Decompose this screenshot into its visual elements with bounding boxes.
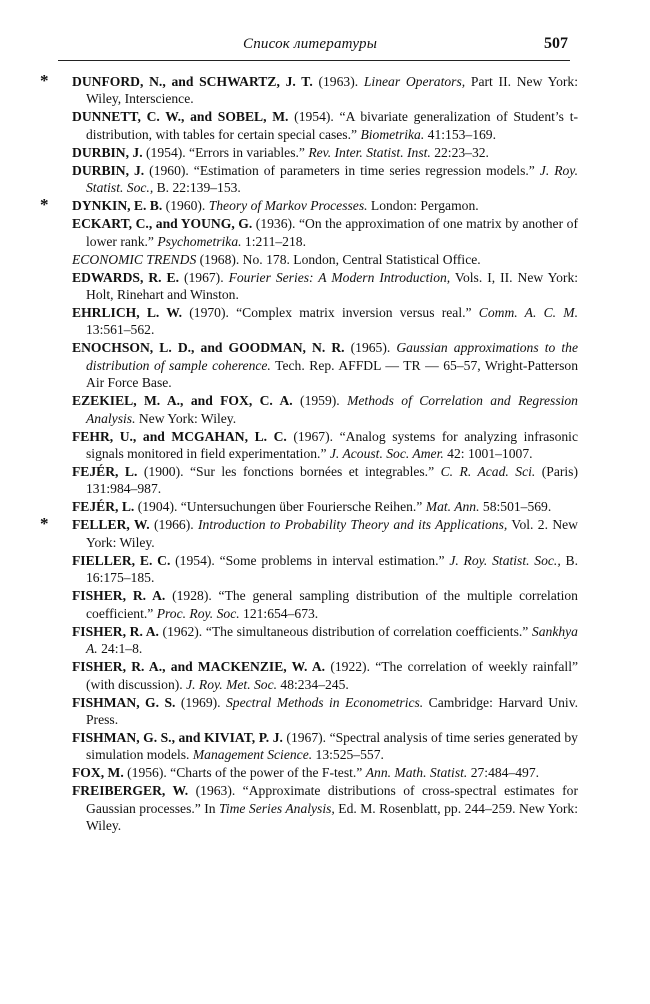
reference-entry [40,144,578,161]
reference-title: Sankhya A. [86,623,578,657]
reference-title: Psychometrika. [157,233,242,249]
asterisk-marker: * [40,514,49,534]
reference-title: J. Roy. Statist. Soc., [449,552,561,568]
reference-entry [40,73,578,108]
reference-author: DUNFORD, N., and SCHWARTZ, J. T. [72,74,313,89]
reference-entry [40,587,578,622]
reference-text: (1967). [179,269,229,285]
reference-entry [40,269,578,304]
reference-entry [40,764,578,781]
reference-author: EZEKIEL, M. A., and FOX, C. A. [72,393,293,409]
reference-title: Spectral Methods in Econometrics. [226,694,424,710]
reference-details: 27:484–497. [467,765,540,781]
reference-text: (1960). [162,198,209,214]
reference-author: ENOCHSON, L. D., and GOODMAN, N. R. [72,340,345,356]
reference-title: Mat. Ann. [425,499,480,515]
reference-details: 121:654–673. [239,605,319,621]
reference-title: Fourier Series: A Modern Introduction, [228,269,451,285]
reference-title: Theory of Markov Processes. [208,198,368,214]
reference-author: FISHER, R. A. [72,623,159,639]
reference-entry [40,658,578,693]
reference-details: B. 22:139–153. [153,180,241,196]
reference-entry [40,552,578,587]
reference-title: Gaussian approximations to the distribution of sample coherence. [86,340,578,373]
reference-text: (1967). “Spectral analysis of time series generated by simulation models. [86,729,578,763]
reference-entry [40,108,578,143]
reference-title: J. Acoust. Soc. Amer. [329,446,444,462]
reference-author: DYNKIN, E. B. [72,198,163,214]
reference-author: FREIBERGER, W. [72,783,189,799]
reference-details: (1968). No. 178. London, Central Statistical Office. [196,251,481,267]
reference-details: 41:153–169. [424,126,496,142]
reference-details: Tech. Rep. AFFDL — TR — 65–57, Wright-Patterson Air Force Base. [86,357,578,391]
reference-title: Ann. Math. Statist. [365,765,468,781]
reference-author: FISHER, R. A. [72,588,166,604]
asterisk-marker: * [40,71,49,90]
reference-author: DURBIN, J. [72,162,145,178]
reference-details: London: Pergamon. [367,198,479,214]
reference-details: Ed. M. Rosenblatt, pp. 244–259. New York: Wiley. [86,800,578,834]
reference-title: Time Series Analysis, [219,800,335,816]
reference-text: (1936). “On the approximation of one matrix by another of lower rank.” [86,216,578,249]
reference-details: 1:211–218. [241,233,306,249]
reference-author: FELLER, W. [72,517,150,533]
reference-text: (1965). [344,340,397,356]
running-title: Список литературы [243,36,378,52]
reference-author: FOX, M. [72,765,124,781]
reference-entry [40,215,578,250]
reference-details: 58:501–569. [479,499,552,515]
reference-text: (1956). “Charts of the power of the F-test.” [123,765,366,781]
reference-title: Rev. Inter. Statist. Inst. [308,144,431,160]
reference-text: (1959). [292,393,348,409]
reference-author: FISHER, R. A., and MACKENZIE, W. A. [72,659,326,675]
asterisk-marker: * [40,195,49,215]
reference-text: (1960). “Estimation of parameters in time series regression models.” [144,162,540,178]
reference-text: (1967). “Analog systems for analyzing infrasonic signals monitored in field experimentation.” [86,428,578,462]
reference-author: DURBIN, J. [72,144,143,160]
reference-text: (1954). “Some problems in interval estimation.” [170,552,450,568]
reference-details: 13:561–562. [86,322,155,338]
reference-entry [40,516,578,551]
reference-details: (Paris) 131:984–987. [86,464,578,497]
reference-title: Biometrika. [360,126,425,142]
reference-entry [40,463,578,498]
header-rule [58,60,570,61]
reference-entry [40,782,578,834]
reference-author: FEJÉR, L. [72,464,138,480]
reference-details: 42: 1001–1007. [443,446,533,462]
reference-details: New York: Wiley. [135,410,237,426]
reference-entry [40,304,578,339]
reference-title: ECONOMIC TRENDS [72,251,197,267]
reference-text: (1928). “The general sampling distribution of the multiple correlation coefficient.” [86,588,578,621]
reference-author: ECKART, C., and YOUNG, G. [72,216,253,232]
reference-text: (1900). “Sur les fonctions bornées et integrables.” [137,464,441,480]
page-header [58,34,570,58]
reference-title: C. R. Acad. Sci. [440,464,536,480]
reference-details: Cambridge: Harvard Univ. Press. [86,694,579,727]
reference-text: (1966). [149,517,199,533]
reference-text: (1922). “The correlation of weekly rainfall” (with discussion). [86,659,579,692]
reference-author: DUNNETT, C. W., and SOBEL, M. [72,109,289,125]
reference-details: B. 16:175–185. [86,552,578,586]
reference-text: (1963). [312,74,364,89]
reference-author: FEHR, U., and MCGAHAN, L. C. [72,428,287,444]
reference-details: Vols. I, II. New York: Holt, Rinehart and Winston. [86,269,579,303]
reference-details: Part II. New York: Wiley, Interscience. [86,74,578,107]
reference-text: (1969). [175,694,226,710]
reference-title: J. Roy. Met. Soc. [186,676,278,692]
reference-title: Comm. A. C. M. [478,305,578,321]
reference-title: Introduction to Probability Theory and its Applications, [198,517,508,533]
reference-author: FIELLER, E. C. [72,552,171,568]
reference-entry [40,162,578,197]
reference-title: Management Science. [192,747,313,763]
reference-details: 24:1–8. [97,641,143,657]
reference-entry [40,623,578,658]
reference-entry [40,392,578,427]
reference-entry [40,729,578,764]
reference-author: EDWARDS, R. E. [72,269,179,285]
reference-details: 22:23–32. [430,144,489,160]
reference-entry [40,694,578,729]
reference-text: (1954). “A bivariate generalization of Student’s t-distribution, with tables for certain special cases.” [86,109,578,142]
reference-details: Vol. 2. New York: Wiley. [86,517,579,550]
reference-entry [40,197,578,214]
reference-details: 48:234–245. [277,676,349,692]
reference-text: (1962). “The simultaneous distribution of correlation coefficients.” [158,623,532,639]
reference-list [40,73,578,835]
reference-entry [40,339,578,391]
reference-title: Methods of Correlation and Regression Analysis. [86,393,578,426]
reference-title: J. Roy. Statist. Soc., [86,162,578,196]
reference-author: EHRLICH, L. W. [72,305,183,321]
reference-author: FEJÉR, L. [72,499,135,515]
reference-text: (1904). “Untersuchungen über Fouriersche Reihen.” [134,499,426,515]
reference-entry [40,498,578,515]
reference-text: (1954). “Errors in variables.” [142,144,309,160]
reference-title: Proc. Roy. Soc. [156,605,240,621]
page-number: 507 [544,35,568,52]
reference-author: FISHMAN, G. S., and KIVIAT, P. J. [72,729,283,745]
reference-details: 13:525–557. [312,747,384,763]
reference-title: Linear Operators, [363,74,466,89]
reference-author: FISHMAN, G. S. [72,694,176,710]
reference-text: (1963). “Approximate distributions of cross-spectral estimates for Gaussian processes.” In [86,783,578,816]
reference-entry [40,251,578,268]
reference-entry [40,428,578,463]
reference-text: (1970). “Complex matrix inversion versus real.” [182,305,479,321]
